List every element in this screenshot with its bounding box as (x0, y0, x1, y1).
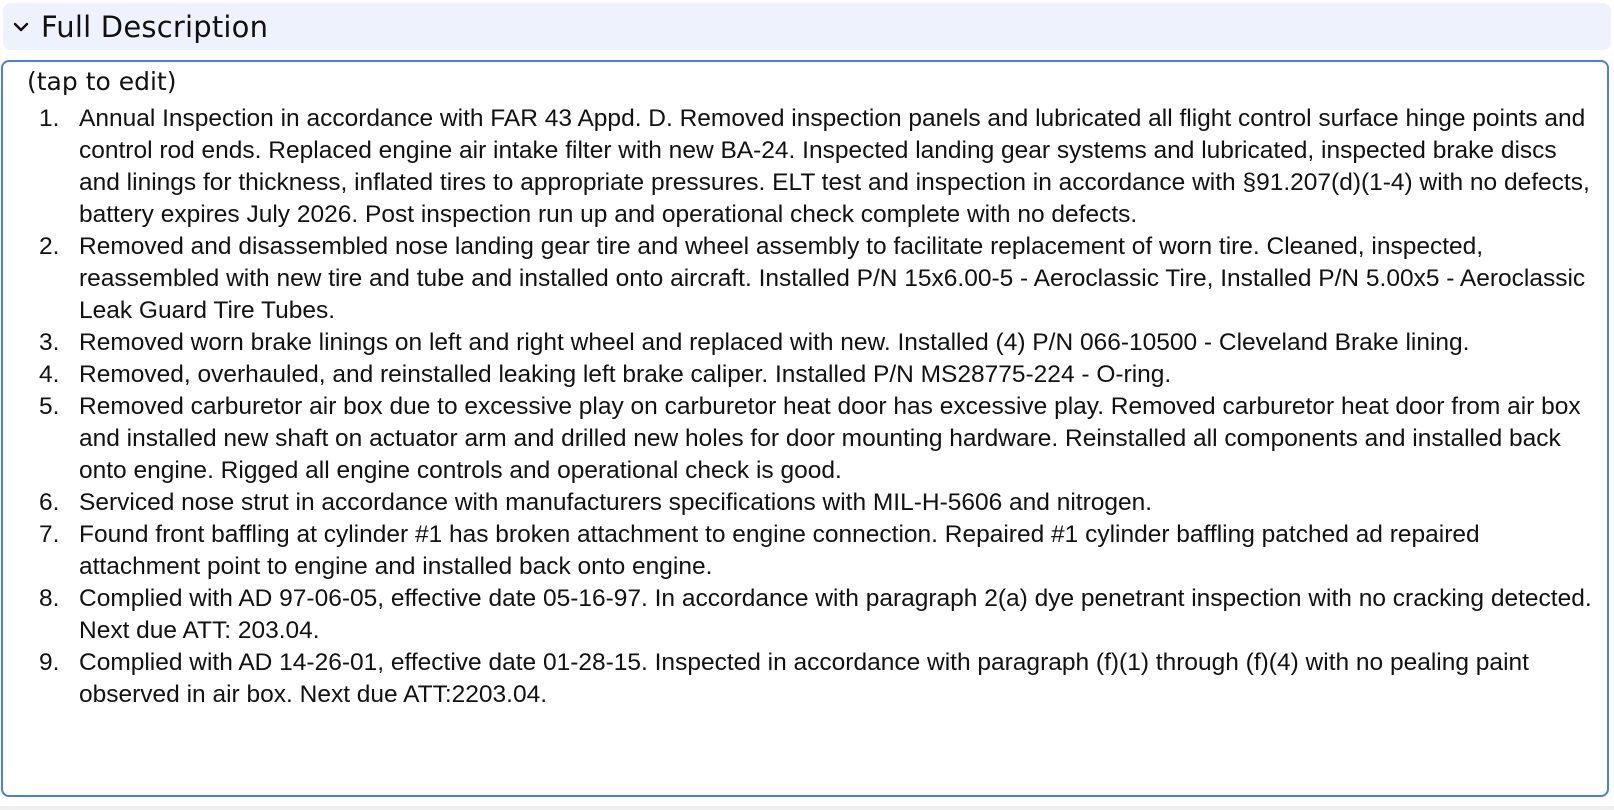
item-text: Removed and disassembled nose landing gear tire and wheel assembly to facilitate replacement of worn tire. Cleaned, inspected, reassembled with new tire and tube and installed onto aircraft. Installed P/N 15x6.00-5 - Aeroclassic Tire, Installed P/N 5.00x5 - Aeroclassic Leak Guard Tire Tubes. (79, 233, 1586, 324)
chevron-down-icon[interactable] (11, 17, 31, 37)
item-text: Removed worn brake linings on left and right wheel and replaced with new. Installed (4) P/N 066-10500 - Cleveland Brake lining. (79, 329, 1470, 356)
item-text: Removed, overhauled, and reinstalled leaking left brake caliper. Installed P/N MS28775-224 - O-ring. (79, 361, 1172, 388)
item-number: 1. (39, 105, 60, 132)
list-item (3, 103, 1603, 231)
item-number: 7. (39, 521, 60, 548)
item-number: 9. (39, 649, 60, 676)
list-item (3, 519, 1603, 583)
item-number: 4. (39, 361, 60, 388)
list-item (3, 583, 1603, 647)
item-number: 2. (39, 233, 60, 260)
list-item (3, 327, 1603, 359)
item-number: 3. (39, 329, 60, 356)
section-title: Full Description (41, 9, 269, 44)
list-item (3, 359, 1603, 391)
description-editor[interactable] (1, 60, 1609, 797)
item-text: Found front baffling at cylinder #1 has broken attachment to engine connection. Repaired #1 cylinder baffling patched ad repaired attachment point to engine and installed back onto engine. (79, 521, 1480, 580)
list-item (3, 647, 1603, 711)
item-number: 5. (39, 393, 60, 420)
item-text: Complied with AD 97-06-05, effective date 05-16-97. In accordance with paragraph 2(a) dye penetrant inspection with no cracking detected. Next due ATT: 203.04. (79, 585, 1592, 644)
item-text: Removed carburetor air box due to excessive play on carburetor heat door has excessive play. Removed carburetor heat door from air box and installed new shaft on actuator arm and drilled new holes for door mounting hardware. Reinstalled all components and installed back onto engine. Rigged all engine controls and operational check is good. (79, 393, 1581, 484)
bottom-divider (0, 806, 1614, 810)
tap-to-edit-hint: (tap to edit) (27, 67, 177, 96)
item-text: Serviced nose strut in accordance with manufacturers specifications with MIL-H-5606 and nitrogen. (79, 489, 1153, 516)
list-item (3, 391, 1603, 487)
list-item (3, 231, 1603, 327)
list-item (3, 487, 1603, 519)
item-text: Complied with AD 14-26-01, effective date 01-28-15. Inspected in accordance with paragraph (f)(1) through (f)(4) with no pealing paint observed in air box. Next due ATT:2203.04. (79, 649, 1529, 708)
item-number: 6. (39, 489, 60, 516)
item-text: Annual Inspection in accordance with FAR 43 Appd. D. Removed inspection panels and lubricated all flight control surface hinge points and control rod ends. Replaced engine air intake filter with new BA-24. Inspected landing gear systems and lubricated, inspected brake discs and linings for thickness, inflated tires to appropriate pressures. ELT test and inspection in accordance with §91.207(d)(1-4) with no defects, battery expires July 2026. Post inspection run up and operational check complete with no defects. (79, 105, 1590, 228)
item-number: 8. (39, 585, 60, 612)
description-list (3, 103, 1603, 711)
full-description-header[interactable] (3, 3, 1611, 50)
